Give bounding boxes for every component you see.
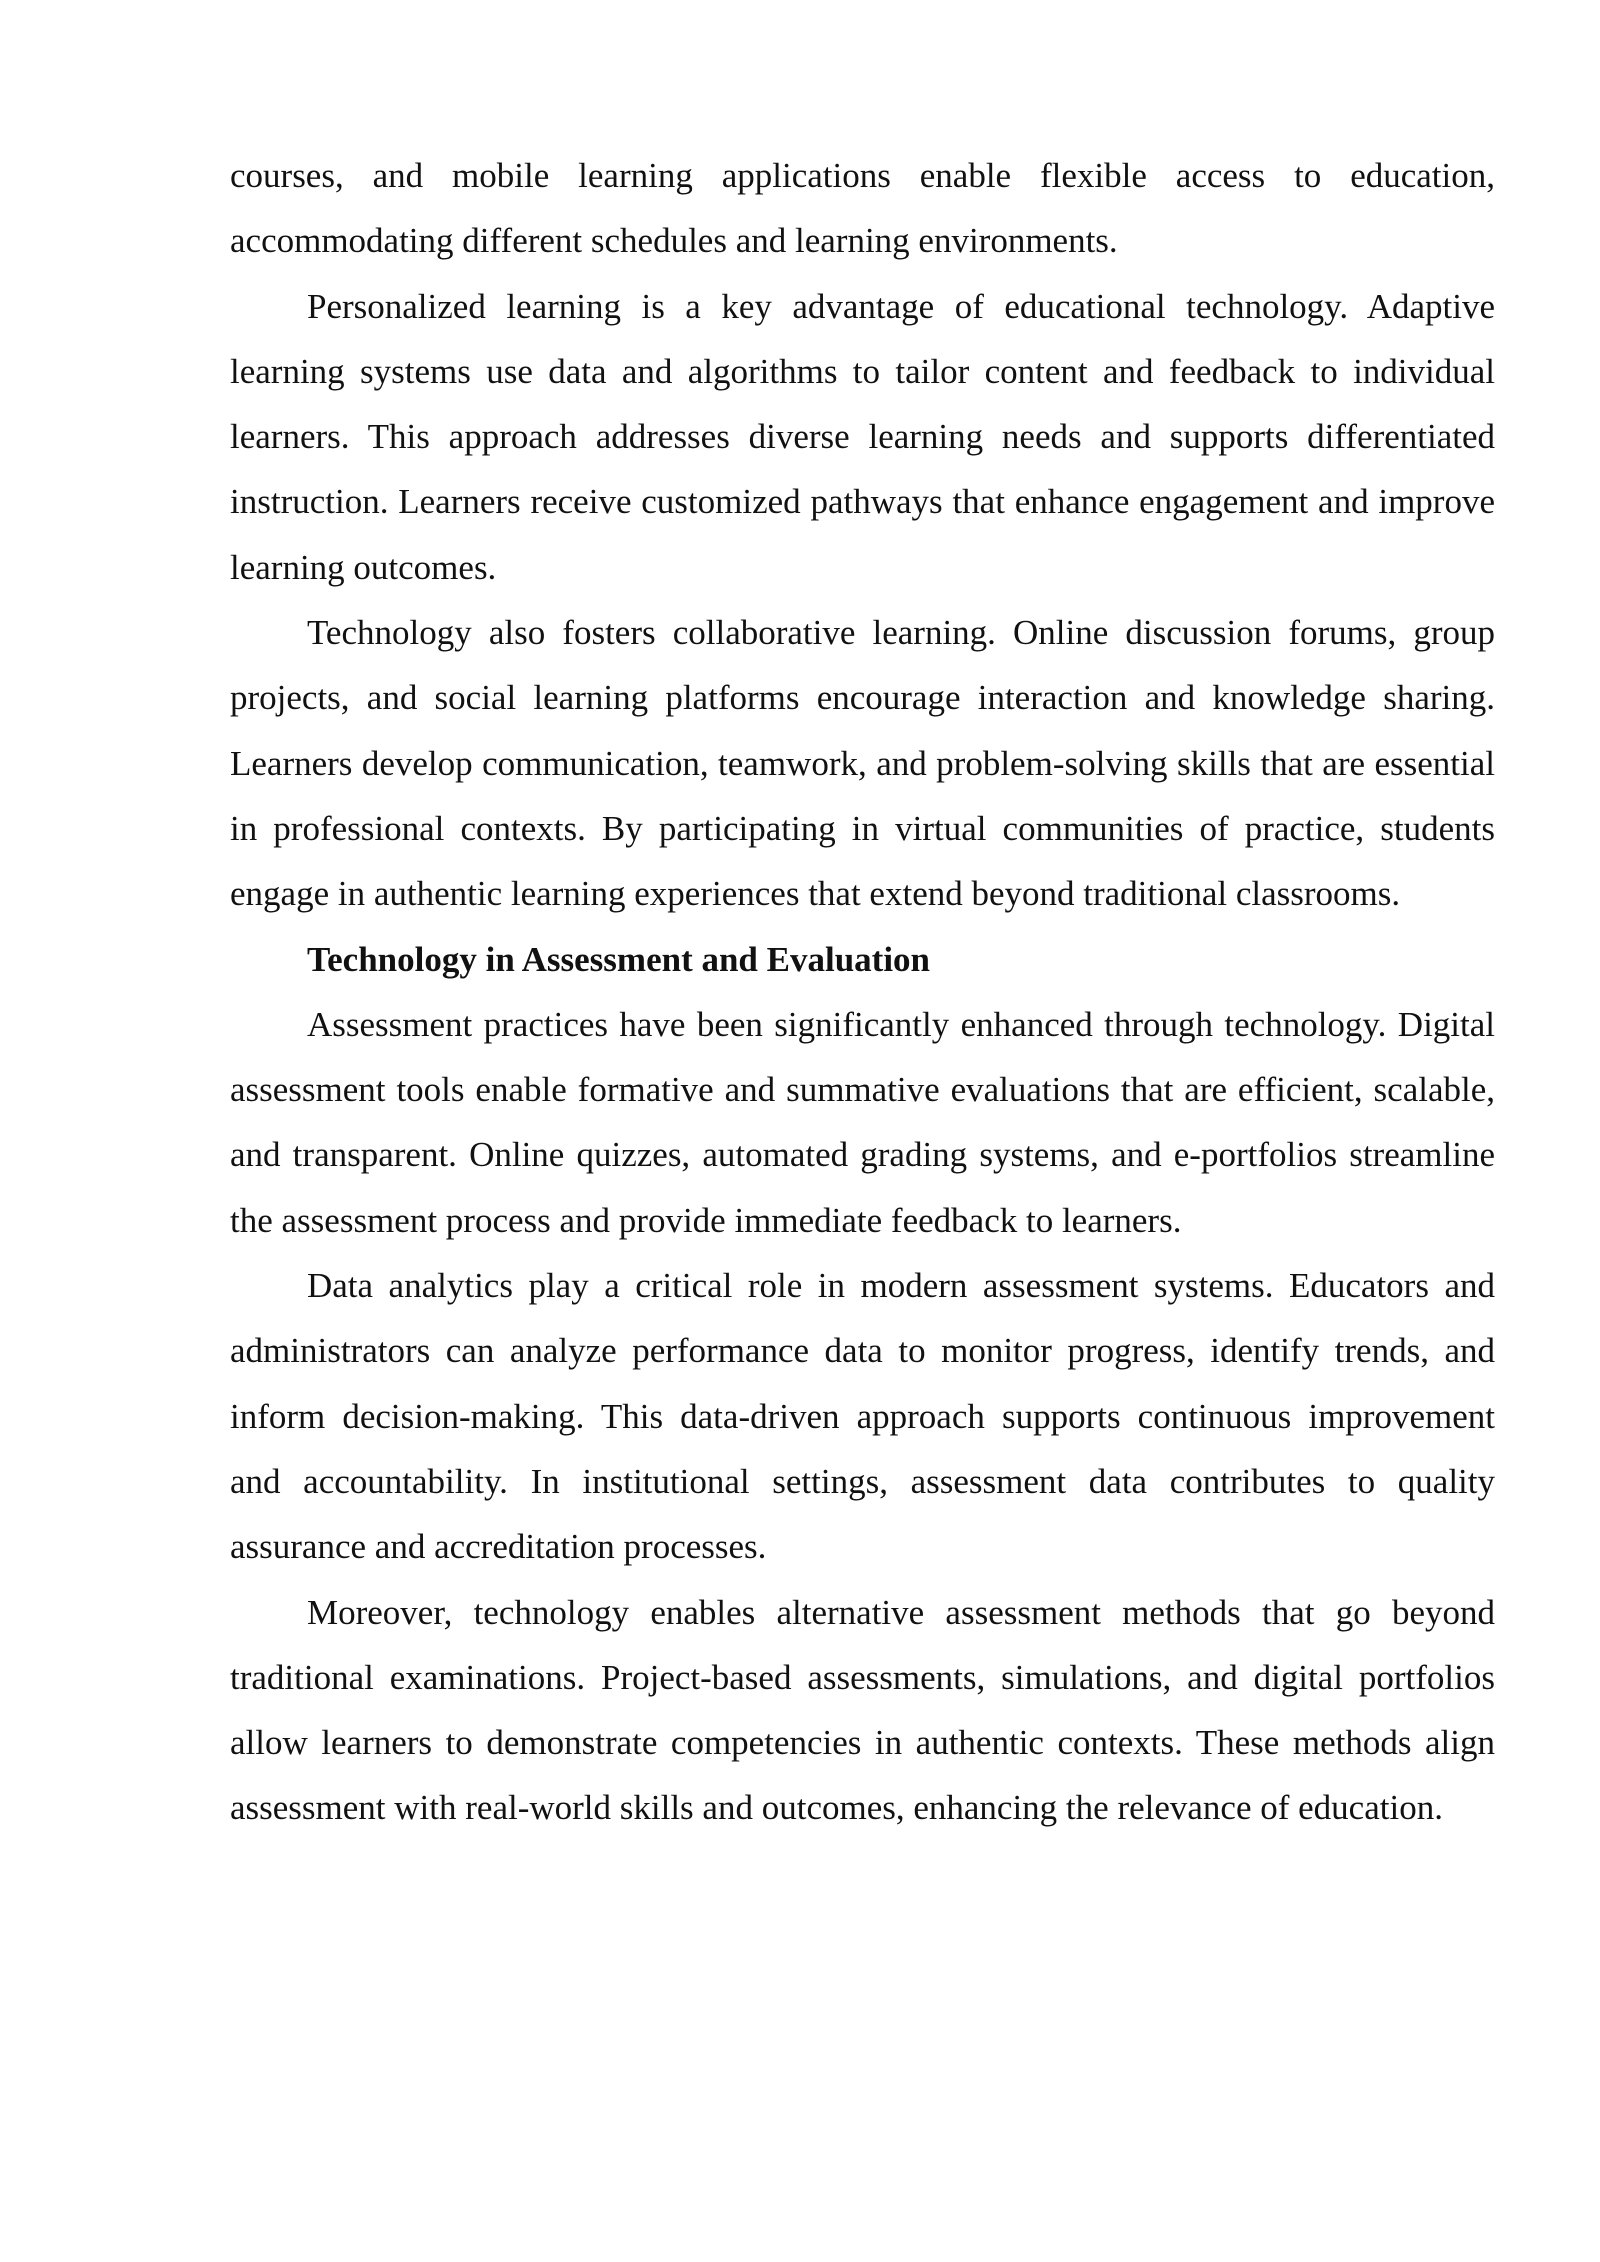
paragraph-continuation: courses, and mobile learning applications enable flexible access to education, accommodating different schedules and learning environments. bbox=[230, 156, 1495, 261]
paragraph-alternative-assessment: Moreover, technology enables alternative assessment methods that go beyond traditional examinations. Project-based assessments, simulations, and digital portfolios allow learners to demonstrate competencies in authentic contexts. These methods align assessment with real-world skills and outcomes, enhancing the relevance of education. bbox=[230, 1592, 1495, 1828]
paragraph-data-analytics: Data analytics play a critical role in modern assessment systems. Educators and administrators can analyze performance data to monitor progress, identify trends, and inform decision-making. This data-driven approach supports continuous improvement and accountability. In institutional settings, assessment data contributes to quality assurance and accreditation processes. bbox=[230, 1266, 1495, 1567]
paragraph-assessment-practices: Assessment practices have been significantly enhanced through technology. Digital assessment tools enable formative and summative evaluations that are efficient, scalable, and transparent. Online quizzes, automated grading systems, and e-portfolios streamline the assessment process and provide immediate feedback to learners. bbox=[230, 1004, 1495, 1240]
section-heading: Technology in Assessment and Evaluation bbox=[307, 939, 931, 979]
document-page bbox=[230, 143, 1495, 1841]
paragraph-collaborative-learning: Technology also fosters collaborative learning. Online discussion forums, group projects, and social learning platforms encourage interaction and knowledge sharing. Learners develop communication, teamwork, and problem-solving skills that are essential in professional contexts. By participating in virtual communities of practice, students engage in authentic learning experiences that extend beyond traditional classrooms. bbox=[230, 613, 1495, 914]
paragraph-personalized-learning: Personalized learning is a key advantage of educational technology. Adaptive learning systems use data and algorithms to tailor content and feedback to individual learners. This approach addresses diverse learning needs and supports differentiated instruction. Learners receive customized pathways that enhance engagement and improve learning outcomes. bbox=[230, 286, 1495, 587]
